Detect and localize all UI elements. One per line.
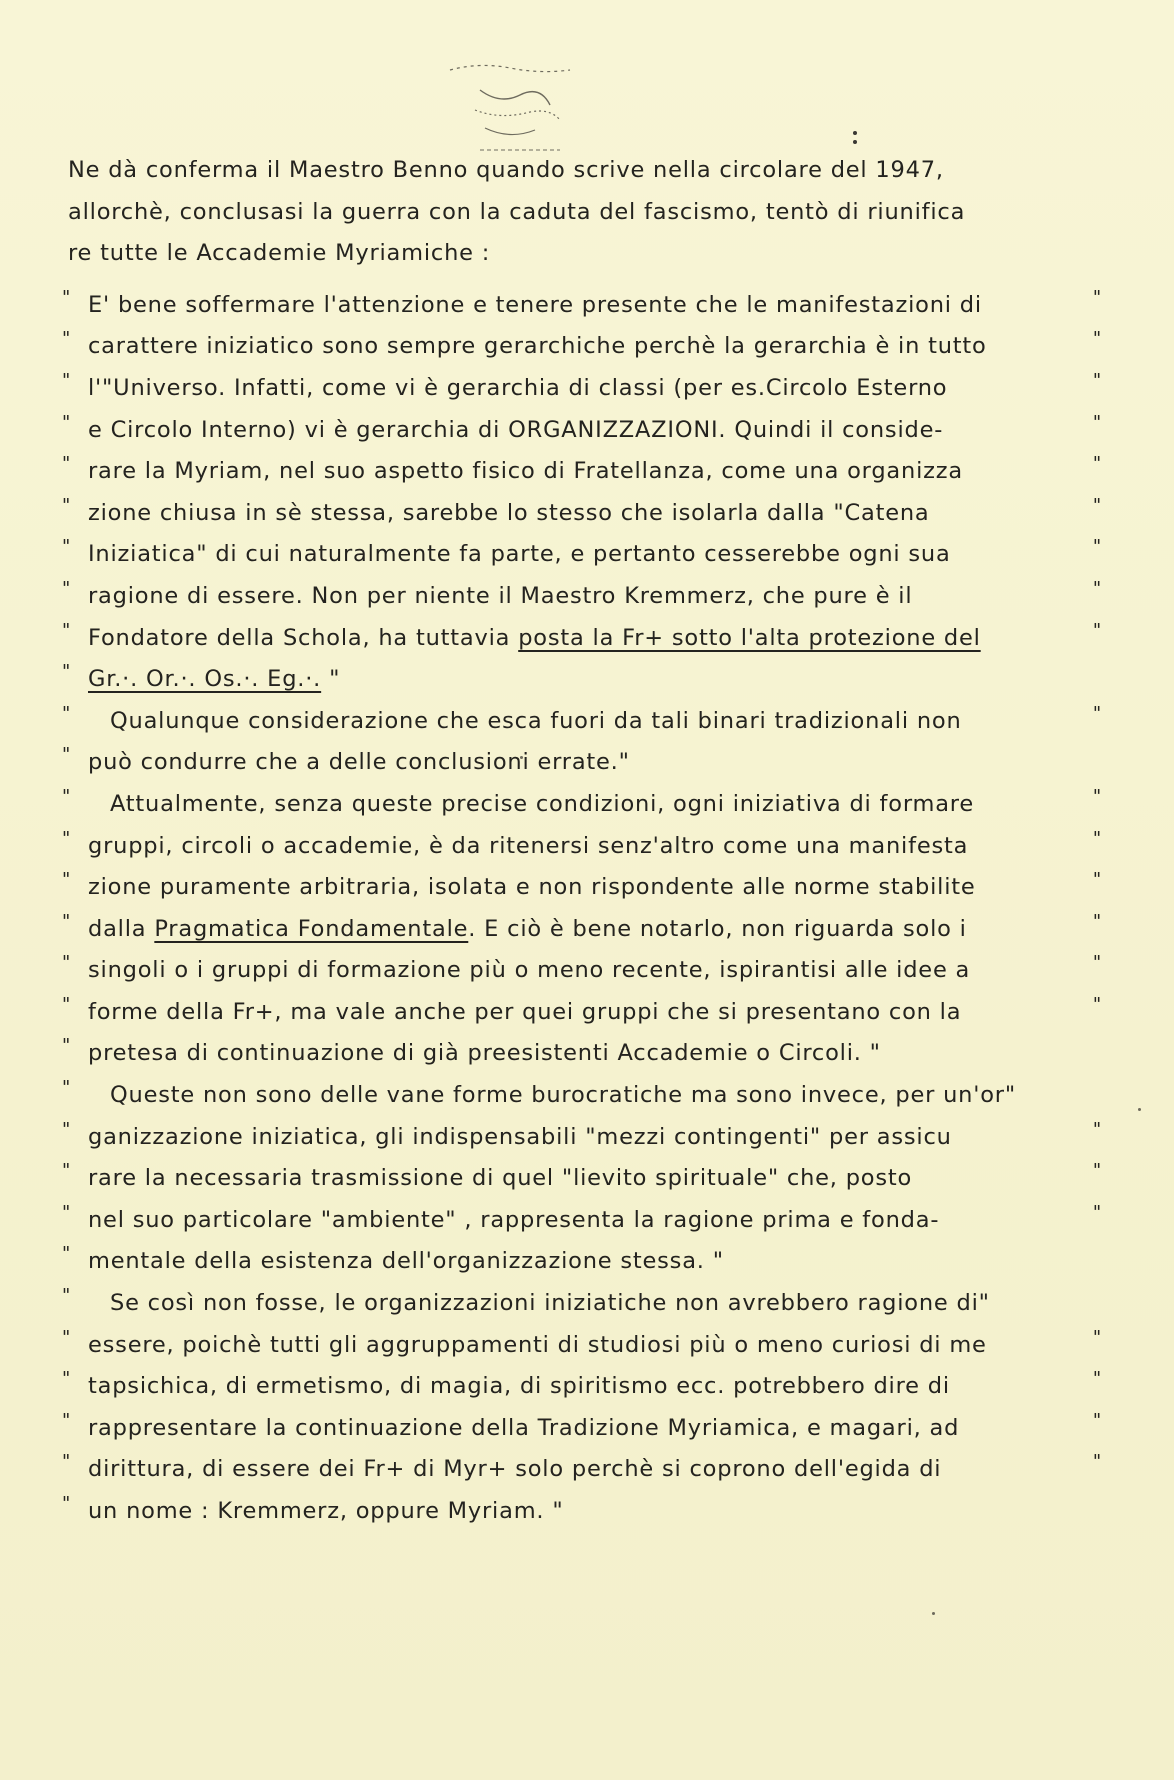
line-text: Qualunque considerazione che esca fuori da tali binari tradizionali non — [110, 707, 962, 734]
open-quote-mark: " — [62, 744, 72, 766]
open-quote-mark: " — [62, 702, 72, 724]
open-quote-mark: " — [62, 1160, 72, 1182]
text-segment: " — [329, 666, 341, 693]
close-quote-mark: " — [1092, 993, 1102, 1015]
line-text — [88, 659, 1102, 701]
line-text: e Circolo Interno) vi è gerarchia di ORGANIZZAZIONI. Quindi il conside- — [88, 416, 944, 443]
quote-line — [62, 410, 1102, 452]
open-quote-mark: " — [62, 411, 72, 433]
open-quote-mark: " — [62, 1035, 72, 1057]
open-quote-mark: " — [62, 286, 72, 308]
close-quote-mark: " — [1092, 494, 1102, 516]
line-text: pretesa di continuazione di già preesistenti Accademie o Circoli. " — [88, 1040, 881, 1067]
line-text: mentale della esistenza dell'organizzazione stessa. " — [88, 1248, 724, 1275]
quote-line — [62, 742, 1102, 784]
quotation-block — [62, 285, 1102, 1533]
line-text: ganizzazione iniziatica, gli indispensabili "mezzi contingenti" per assicu — [88, 1123, 952, 1150]
text-segment: dalla — [88, 915, 147, 942]
open-quote-mark: " — [62, 453, 72, 475]
open-quote-mark: " — [62, 1409, 72, 1431]
quote-line — [62, 701, 1102, 743]
quote-line — [62, 1241, 1102, 1283]
line-text: un nome : Kremmerz, oppure Myriam. " — [88, 1498, 564, 1524]
document-body — [62, 150, 1102, 1533]
quote-line — [62, 1033, 1102, 1075]
line-text: tapsichica, di ermetismo, di magia, di spiritismo ecc. potrebbero dire di — [88, 1373, 950, 1400]
line-text: può condurre che a delle conclusioni errate." — [88, 749, 630, 776]
open-quote-mark: " — [62, 910, 72, 932]
quote-line — [62, 1117, 1102, 1159]
open-quote-mark: " — [62, 1118, 72, 1140]
open-quote-mark: " — [62, 536, 72, 558]
close-quote-mark: " — [1092, 869, 1102, 891]
line-text: Ne dà conferma il Maestro Benno quando scrive nella circolare del 1947, — [68, 157, 944, 183]
close-quote-mark: " — [1092, 369, 1102, 391]
close-quote-mark: " — [1092, 1451, 1102, 1473]
quote-line — [62, 992, 1102, 1034]
close-quote-mark: " — [1092, 411, 1102, 433]
quote-line — [62, 1325, 1102, 1367]
open-quote-mark: " — [62, 1493, 72, 1514]
line-text: rare la necessaria trasmissione di quel "lievito spirituale" che, posto — [88, 1165, 913, 1192]
line-text: gruppi, circoli o accademie, è da ritenersi senz'altro come una manifesta — [88, 832, 969, 859]
line-text: Attualmente, senza queste precise condizioni, ogni iniziativa di formare — [110, 790, 975, 817]
line-text: zione chiusa in sè stessa, sarebbe lo stesso che isolarla dalla "Catena — [88, 499, 930, 526]
close-quote-mark: " — [1092, 702, 1102, 724]
quote-line — [62, 826, 1102, 868]
quote-line — [62, 576, 1102, 618]
quote-line — [62, 1491, 1102, 1533]
open-quote-mark: " — [62, 952, 72, 974]
line-text: Queste non sono delle vane forme burocratiche ma sono invece, per un'or" — [110, 1082, 1016, 1109]
stray-ink-mark — [852, 130, 858, 146]
open-quote-mark: " — [62, 494, 72, 516]
open-quote-mark: " — [62, 328, 72, 350]
close-quote-mark: " — [1092, 785, 1102, 807]
quote-line — [62, 1408, 1102, 1450]
close-quote-mark: " — [1092, 1326, 1102, 1348]
close-quote-mark: " — [1092, 1409, 1102, 1431]
open-quote-mark: " — [62, 619, 72, 641]
quote-line — [62, 1283, 1102, 1325]
quote-line — [62, 867, 1102, 909]
quote-line — [62, 326, 1102, 368]
open-quote-mark: " — [62, 1285, 72, 1307]
underlined-phrase: Pragmatica Fondamentale — [154, 915, 469, 942]
quote-line — [62, 451, 1102, 493]
quote-line — [62, 285, 1102, 327]
quote-line — [62, 950, 1102, 992]
open-quote-mark: " — [62, 1326, 72, 1348]
line-text: Iniziatica" di cui naturalmente fa parte, e pertanto cesserebbe ogni sua — [88, 541, 951, 568]
close-quote-mark: " — [1092, 619, 1102, 641]
line-text: E' bene soffermare l'attenzione e tenere presente che le manifestazioni di — [88, 291, 982, 318]
open-quote-mark: " — [62, 1368, 72, 1390]
quote-line — [62, 909, 1102, 951]
line-text: rare la Myriam, nel suo aspetto fisico di Fratellanza, come una organizza — [88, 458, 963, 485]
line-text: l'"Universo. Infatti, come vi è gerarchia di classi (per es.Circolo Esterno — [88, 374, 948, 401]
text-line — [62, 233, 1102, 275]
quote-line — [62, 368, 1102, 410]
open-quote-mark: " — [62, 1451, 72, 1473]
close-quote-mark: " — [1092, 1160, 1102, 1182]
line-text — [88, 909, 1084, 951]
line-text: ragione di essere. Non per niente il Maestro Kremmerz, che pure è il — [88, 582, 913, 609]
quote-line — [62, 1200, 1102, 1242]
quote-line — [62, 784, 1102, 826]
underlined-phrase: posta la Fr+ sotto l'alta protezione del — [518, 624, 981, 651]
open-quote-mark: " — [62, 1243, 72, 1265]
line-text — [88, 618, 1084, 660]
quote-line — [62, 1158, 1102, 1200]
line-text: allorchè, conclusasi la guerra con la caduta del fascismo, tentò di riunifica — [68, 198, 966, 225]
open-quote-mark: " — [62, 785, 72, 807]
close-quote-mark: " — [1092, 536, 1102, 558]
close-quote-mark: " — [1092, 453, 1102, 475]
close-quote-mark: " — [1092, 952, 1102, 974]
open-quote-mark: " — [62, 369, 72, 391]
quote-line — [62, 534, 1102, 576]
quote-line — [62, 659, 1102, 701]
open-quote-mark: " — [62, 1077, 72, 1099]
paper-speck — [1138, 1108, 1141, 1111]
close-quote-mark: " — [1092, 1368, 1102, 1390]
close-quote-mark: " — [1092, 910, 1102, 932]
line-text: Se così non fosse, le organizzazioni iniziatiche non avrebbero ragione di" — [110, 1290, 990, 1317]
close-quote-mark: " — [1092, 1201, 1102, 1223]
open-quote-mark: " — [62, 993, 72, 1015]
line-text: dirittura, di essere dei Fr+ di Myr+ solo perchè si coprono dell'egida di — [88, 1456, 942, 1483]
open-quote-mark: " — [62, 661, 72, 683]
close-quote-mark: " — [1092, 286, 1102, 308]
line-text: re tutte le Accademie Myriamiche : — [68, 240, 491, 267]
intro-paragraph — [62, 150, 1102, 275]
close-quote-mark: " — [1092, 577, 1102, 599]
text-line — [62, 150, 1102, 192]
text-line — [62, 192, 1102, 234]
quote-line — [62, 1075, 1102, 1117]
quote-line — [62, 1366, 1102, 1408]
line-text: rappresentare la continuazione della Tradizione Myriamica, e magari, ad — [88, 1414, 960, 1441]
close-quote-mark: " — [1092, 1118, 1102, 1140]
line-text: singoli o i gruppi di formazione più o meno recente, ispirantisi alle idee a — [88, 957, 971, 984]
quote-line — [62, 1449, 1102, 1491]
line-text: carattere iniziatico sono sempre gerarchiche perchè la gerarchia è in tutto — [88, 333, 987, 360]
open-quote-mark: " — [62, 1201, 72, 1223]
line-text: zione puramente arbitraria, isolata e non rispondente alle norme stabilite — [88, 874, 976, 901]
underlined-phrase: Gr.·. Or.·. Os.·. Eg.·. — [88, 666, 322, 693]
line-text: nel suo particolare "ambiente" , rappresenta la ragione prima e fonda- — [88, 1206, 940, 1233]
line-text: essere, poichè tutti gli aggruppamenti di studiosi più o meno curiosi di me — [88, 1331, 987, 1358]
close-quote-mark: " — [1092, 827, 1102, 849]
open-quote-mark: " — [62, 827, 72, 849]
paper-speck — [932, 1612, 935, 1615]
open-quote-mark: " — [62, 869, 72, 891]
quote-line — [62, 618, 1102, 660]
open-quote-mark: " — [62, 577, 72, 599]
text-segment: . E ciò è bene notarlo, non riguarda solo i — [468, 915, 967, 942]
decorative-ornament — [440, 50, 620, 160]
quote-line — [62, 493, 1102, 535]
close-quote-mark: " — [1092, 328, 1102, 350]
line-text: forme della Fr+, ma vale anche per quei gruppi che si presentano con la — [88, 998, 962, 1025]
text-segment: Fondatore della Schola, ha tuttavia — [88, 624, 511, 651]
